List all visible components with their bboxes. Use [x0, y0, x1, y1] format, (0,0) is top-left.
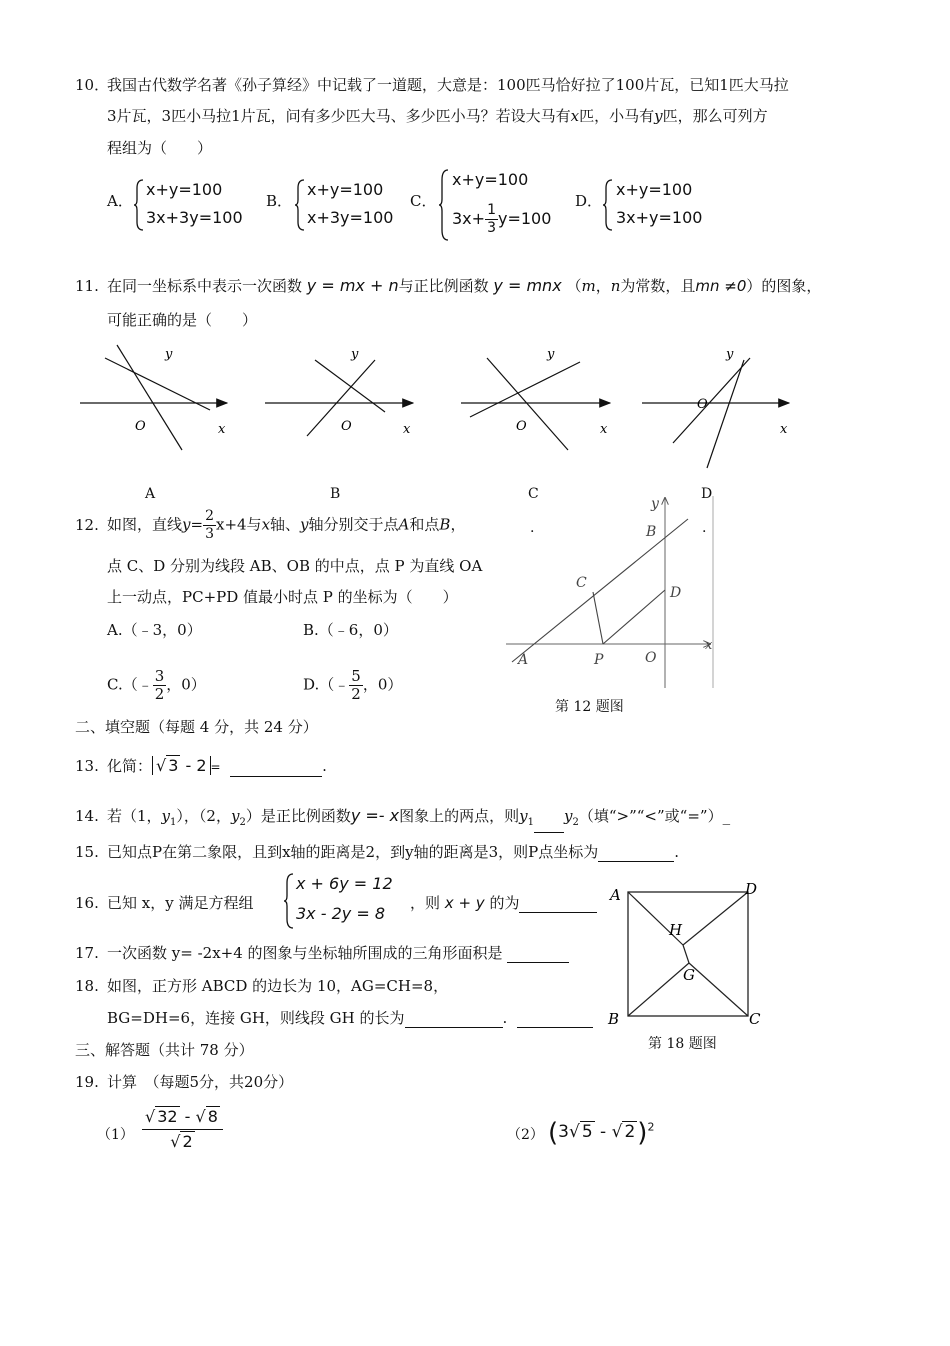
q11-d-o-label: O: [697, 397, 708, 412]
q18-line2: BG=DH=6，连接 GH，则线段 GH 的长为 .: [107, 1008, 593, 1028]
q11-a-x-label: x: [218, 422, 226, 437]
q18-fig-a: A: [610, 886, 621, 904]
q15-answer-blank[interactable]: [598, 845, 674, 862]
q11-d-x-label: x: [780, 422, 788, 437]
q14-number: 14.: [75, 807, 99, 825]
q12-number: 12.: [75, 515, 99, 534]
q10-option-d-label: D．: [575, 192, 603, 210]
section-3-heading: 三、解答题（共计 78 分）: [75, 1041, 254, 1059]
q12-fig-b: B: [646, 524, 657, 540]
q11-b-x-label: x: [403, 422, 411, 437]
q18-caption: 第 18 题图: [648, 1036, 717, 1052]
q18-fig-c: C: [749, 1010, 761, 1028]
q11-line2: 可能正确的是（ ）: [107, 311, 258, 329]
q19-number: 19.: [75, 1073, 99, 1091]
q14-answer-blank[interactable]: [534, 816, 564, 833]
q10-option-a-eq2: 3x+3y=100: [146, 208, 243, 227]
q18-fig-g: G: [683, 966, 695, 984]
q11-b-y-label: y: [351, 347, 359, 362]
q15-number: 15.: [75, 843, 99, 861]
q11-choice-d: D: [701, 486, 713, 502]
q10-option-a-label: A．: [107, 192, 133, 210]
q18-fig-b: B: [608, 1010, 620, 1028]
q10-option-a-brace: [133, 178, 145, 232]
q13-line: 13. 化简： √ 3 - 2 = .: [75, 756, 327, 775]
q15-line: 15. 已知点P在第二象限，且到x轴的距离是2，到y轴的距离是3，则P点坐标为 .: [75, 843, 679, 861]
q16-line: 16. 已知 x，y 满足方程组: [75, 894, 254, 912]
q10-option-c-eq1: x+y=100: [452, 170, 529, 189]
section-2-heading: 二、填空题（每题 4 分，共 24 分）: [75, 718, 318, 736]
q11-graph-a: [80, 345, 227, 450]
q11-a-y-label: y: [165, 347, 173, 362]
q12-option-d: D.（﹣ $\frac{5}{2}$ ，0）: [303, 667, 403, 703]
q18-figure: [605, 878, 775, 1038]
q12-line1: 12. 如图，直线y= $\frac{2}{3}$ x+4与x轴、y轴分别交于点A和点B，: [75, 508, 466, 542]
q12-option-b: B.（﹣6，0）: [303, 621, 398, 639]
q12-line3: 上一动点，PC+PD 值最小时点 P 的坐标为（ ）: [107, 588, 458, 606]
q11-choice-b: B: [330, 486, 341, 502]
q12-dot-d: .: [702, 520, 707, 536]
q11-b-o-label: O: [341, 419, 352, 434]
q10-option-c-brace: [438, 168, 450, 242]
q19-part1-label: （1）: [97, 1127, 134, 1143]
q11-line1: 11. 在同一坐标系中表示一次函数 y = mx + n与正比例函数 y = mnx （m，n为常数，且mn ≠0）的图象，: [75, 276, 822, 295]
q18-extra-line: [517, 1011, 593, 1028]
q11-graph-d: [642, 347, 789, 468]
q12-fig-d: D: [670, 585, 682, 601]
q12-option-c: C.（﹣ $\frac{3}{2}$ ，0）: [107, 667, 206, 703]
q16-number: 16.: [75, 894, 99, 912]
q16-brace: [283, 872, 295, 930]
q11-graph-c: [461, 347, 610, 450]
q13-number: 13.: [75, 757, 99, 775]
q18-line1: 18. 如图，正方形 ABCD 的边长为 10，AG=CH=8，: [75, 977, 449, 995]
q11-choice-a: A: [145, 486, 156, 502]
q10-option-b-label: B．: [266, 192, 293, 210]
q19-part1-expression: $\frac{√ 32 - √ 8}{√ 2}$: [142, 1105, 223, 1154]
q12-caption: 第 12 题图: [555, 699, 624, 715]
q11-graphs: [75, 340, 805, 480]
q12-fig-p: P: [594, 652, 604, 668]
q10-option-d-brace: [602, 178, 614, 232]
q18-fig-d: D: [745, 880, 758, 898]
q11-number: 11.: [75, 277, 99, 295]
q11-d-y-label: y: [726, 347, 734, 362]
q10-number: 10．: [75, 76, 110, 94]
q11-c-o-label: O: [516, 419, 527, 434]
q18-fig-h: H: [669, 921, 683, 939]
q16-answer-blank[interactable]: [519, 896, 597, 913]
q12-line2: 点 C、D 分别为线段 AB、OB 的中点，点 P 为直线 OA: [107, 557, 483, 575]
q10-option-b-eq1: x+y=100: [307, 180, 384, 199]
q10-option-c-label: C．: [410, 192, 437, 210]
q17-number: 17.: [75, 944, 99, 962]
q18-answer-blank[interactable]: [405, 1011, 503, 1028]
q16-eq1: x + 6y = 12: [296, 874, 393, 893]
q17-line: 17. 一次函数 y= -2x+4 的图象与坐标轴所围成的三角形面积是: [75, 943, 569, 963]
q11-c-x-label: x: [600, 422, 608, 437]
q13-answer-blank[interactable]: [230, 758, 322, 777]
q10-option-c-eq2: 3x+ $\frac{1}{3}$ y=100: [452, 202, 552, 236]
q10-option-d-eq2: 3x+y=100: [616, 208, 703, 227]
q10-line3: 程组为（ ）: [107, 139, 213, 157]
q12-dot-c: .: [530, 520, 535, 536]
q11-a-o-label: O: [135, 419, 146, 434]
q18-number: 18.: [75, 977, 99, 995]
q12-fig-a: A: [518, 652, 529, 668]
q17-answer-blank[interactable]: [507, 946, 569, 963]
q12-fig-o: O: [645, 650, 657, 666]
q11-graph-b: [265, 347, 413, 437]
q14-line: 14. 若（1，$y_1$），（2，$y_2$）是正比例函数y =- x图象上的两点，则$y_1$ $y_2$（填“>”“<”或“=”）_: [75, 806, 730, 833]
q10-option-d-eq1: x+y=100: [616, 180, 693, 199]
q11-choice-c: C: [528, 486, 539, 502]
q10-option-b-eq2: x+3y=100: [307, 208, 394, 227]
q10-line2: 3片瓦，3匹小马拉1片瓦，问有多少匹大马、多少匹小马？若设大马有x匹，小马有y匹，那么可列方: [107, 107, 768, 125]
q16-line-tail: ，则 x + y 的为: [410, 893, 597, 913]
q19-part2-label: （2）: [507, 1127, 544, 1143]
q10-option-b-brace: [294, 178, 306, 232]
q16-eq2: 3x - 2y = 8: [296, 904, 385, 923]
q12-fig-c: C: [576, 575, 587, 591]
q12-fig-x: x: [705, 638, 713, 653]
q12-option-a: A.（﹣3，0）: [107, 621, 202, 639]
q19-part2-expression: (3√ 5 - √ 2)$^2$: [548, 1118, 655, 1148]
q10-option-a-eq1: x+y=100: [146, 180, 223, 199]
q11-c-y-label: y: [547, 347, 555, 362]
q19-line: 19. 计算 （每题5分，共20分）: [75, 1073, 294, 1091]
q10-line1: 10．我国古代数学名著《孙子算经》中记载了一道题，大意是：100匹马恰好拉了100片瓦，已知1匹大马拉: [75, 76, 789, 94]
q12-fig-y: y: [651, 496, 659, 512]
